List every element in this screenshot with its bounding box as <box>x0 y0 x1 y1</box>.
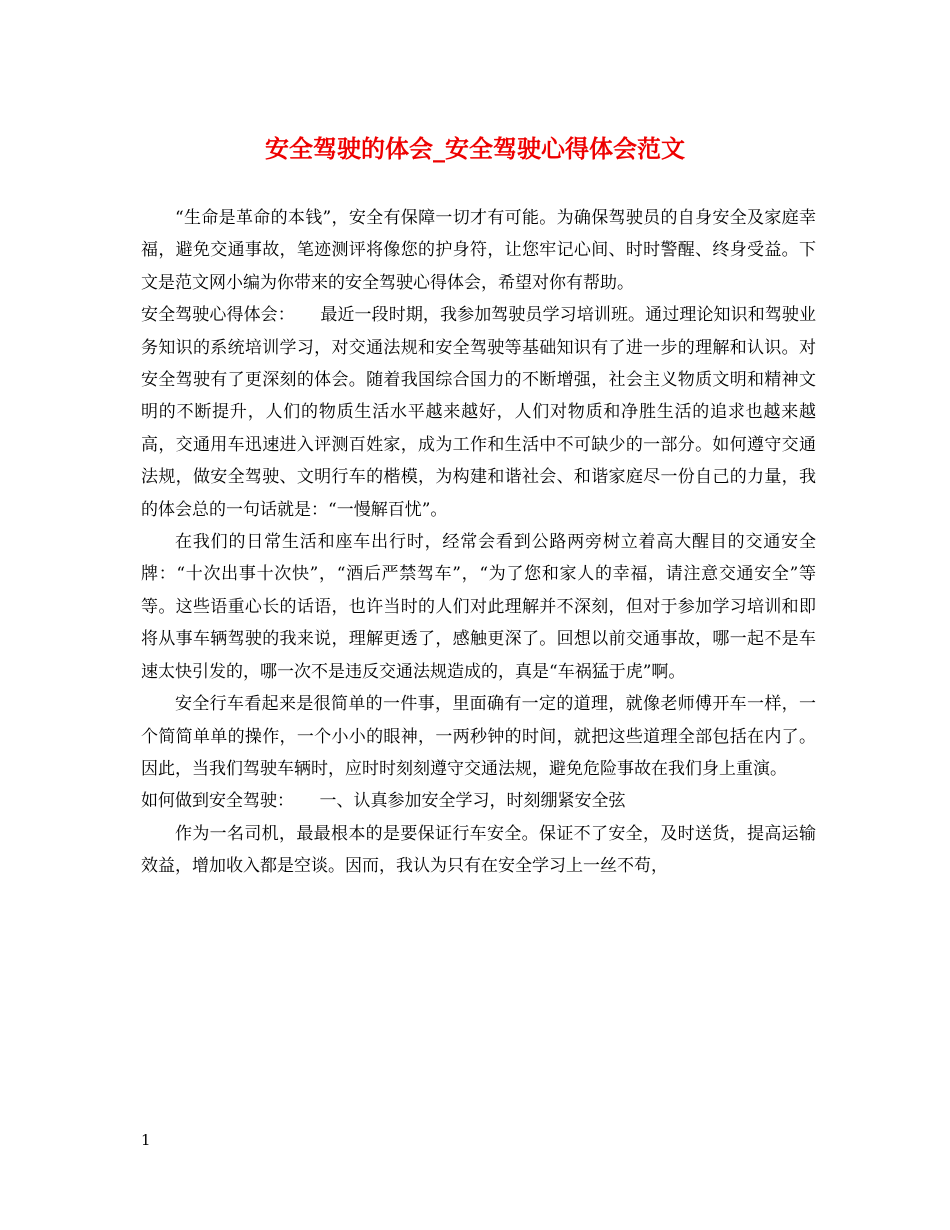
paragraph-traffic-signs: 在我们的日常生活和座车出行时，经常会看到公路两旁树立着高大醒目的交通安全牌：“十次出事十次快”，“酒后严禁驾车”，“为了您和家人的幸福，请注意交通安全”等等。这些语重心长的话语，也许当时的人们对此理解并不深刻，但对于参加学习培训和即将从事车辆驾驶的我来说，理解更透了，感触更深了。回想以前交通事故，哪一起不是车速太快引发的，哪一次不是违反交通法规造成的，真是“车祸猛于虎”啊。 <box>141 532 816 682</box>
paragraph-intro: “生命是革命的本钱”，安全有保障一切才有可能。为确保驾驶员的自身安全及家庭幸福，避免交通事故，笔迹测评将像您的护身符，让您牢记心间、时时警醒、终身受益。下文是范文网小编为你带来的安全驾驶心得体会，希望对你有帮助。 <box>141 208 816 293</box>
paragraph-safe-driving-simple: 安全行车看起来是很简单的一件事，里面确有一定的道理，就像老师傅开车一样，一个简简单单的操作，一个小小的眼神，一两秒钟的时间，就把这些道理全部包括在内了。因此，当我们驾驶车辆时，应时时刻刻遵守交通法规，避免危险事故在我们身上重演。 <box>141 694 816 779</box>
paragraph-experience-text: 最近一段时期，我参加驾驶员学习培训班。通过理论知识和驾驶业务知识的系统培训学习，对交通法规和安全驾驶等基础知识有了进一步的理解和认识。对安全驾驶有了更深刻的体会。随着我国综合国力的不断增强，社会主义物质文明和精神文明的不断提升，人们的物质生活水平越来越好，人们对物质和净胜生活的追求也越来越高，交通用车迅速进入评测百姓家，成为工作和生活中不可缺少的一部分。如何遵守交通法规，做安全驾驶、文明行车的楷模，为构建和谐社会、和谐家庭尽一份自己的力量，我的体会总的一句话就是：“一慢解百忧”。 <box>141 305 817 520</box>
paragraph-experience <box>141 299 816 526</box>
document-body <box>141 202 816 883</box>
page-number: 1 <box>141 1131 151 1149</box>
document-title: 安全驾驶的体会_安全驾驶心得体会范文 <box>265 134 685 163</box>
section-heading-experience: 安全驾驶心得体会： <box>141 305 295 326</box>
section-heading-how-to: 如何做到安全驾驶： <box>141 791 294 812</box>
paragraph-how-to <box>141 785 816 817</box>
paragraph-driver-duty: 作为一名司机，最最根本的是要保证行车安全。保证不了安全，及时送货，提高运输效益，增加收入都是空谈。因而，我认为只有在安全学习上一丝不苟， <box>141 823 816 877</box>
paragraph-how-to-text: 一、认真参加安全学习，时刻绷紧安全弦 <box>319 791 626 812</box>
